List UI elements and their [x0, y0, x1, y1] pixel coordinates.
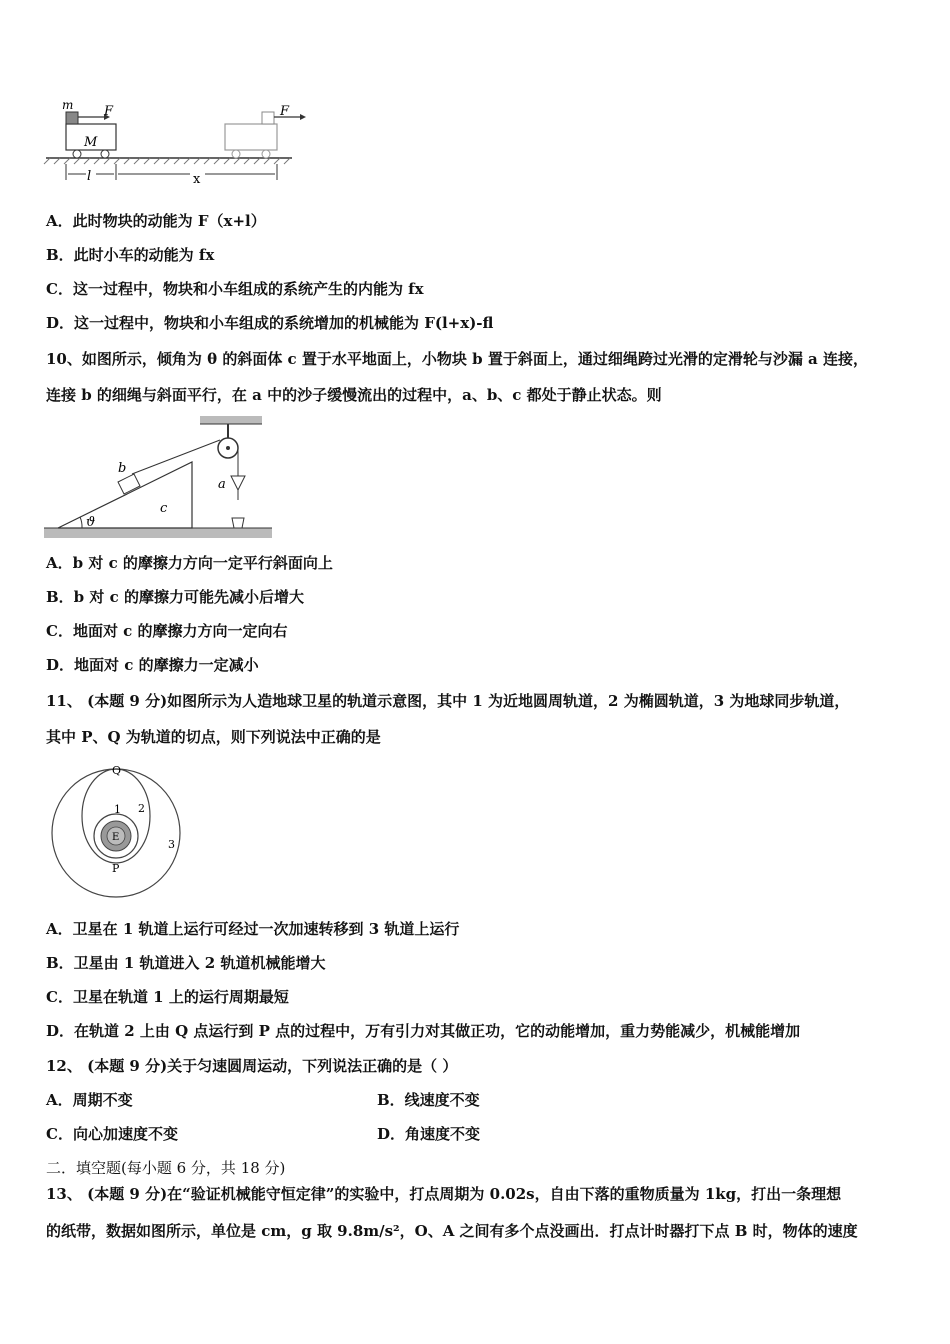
label-m: m — [62, 98, 74, 112]
q12-option-A: A．周期不变 — [46, 1091, 133, 1109]
q13-stem-line1: 13、 (本题 9 分)在“验证机械能守恒定律”的实验中，打点周期为 0.02s，自由下落的重物质量为 1kg，打出一条理想 — [46, 1185, 842, 1203]
q13-stem-line2: 的纸带，数据如图所示，单位是 cm，g 取 9.8m/s²，O、A 之间有多个点没画出．打点计时器打下点 B 时，物体的速度 — [46, 1222, 858, 1240]
incline-pulley-figure — [40, 412, 280, 544]
label-3: 3 — [168, 838, 175, 851]
q12-option-C: C．向心加速度不变 — [46, 1125, 178, 1143]
label-Q: Q — [112, 764, 122, 777]
label-b: b — [118, 461, 127, 476]
q11-stem-line1: 11、 (本题 9 分)如图所示为人造地球卫星的轨道示意图，其中 1 为近地圆周轨道，2 为椭圆轨道，3 为地球同步轨道， — [46, 692, 850, 710]
q10-option-D: D．地面对 c 的摩擦力一定减小 — [46, 656, 259, 674]
section-heading: 二．填空题(每小题 6 分，共 18 分) — [46, 1159, 286, 1177]
q9-option-C: C．这一过程中，物块和小车组成的系统产生的内能为 fx — [46, 280, 424, 298]
label-theta: ϑ — [86, 515, 96, 530]
q10-stem-line2: 连接 b 的细绳与斜面平行，在 a 中的沙子缓慢流出的过程中，a、b、c 都处于静止状态。则 — [46, 386, 662, 404]
q11-option-D: D．在轨道 2 上由 Q 点运行到 P 点的过程中，万有引力对其做正功，它的动能增加，重力势能减少，机械能增加 — [46, 1022, 801, 1040]
label-M: M — [84, 135, 98, 150]
q12-option-D: D．角速度不变 — [377, 1125, 481, 1143]
label-x: x — [193, 172, 201, 187]
label-E: E — [112, 832, 120, 843]
label-l: l — [87, 169, 92, 184]
q11-option-C: C．卫星在轨道 1 上的运行周期最短 — [46, 988, 289, 1006]
q10-option-B: B．b 对 c 的摩擦力可能先减小后增大 — [46, 588, 304, 606]
label-1: 1 — [114, 803, 121, 816]
label-F-1: F — [104, 104, 114, 119]
q11-stem-line2: 其中 P、Q 为轨道的切点，则下列说法中正确的是 — [46, 728, 381, 746]
q10-stem-line1: 10、如图所示，倾角为 θ 的斜面体 c 置于水平地面上，小物块 b 置于斜面上，通过细绳跨过光滑的定滑轮与沙漏 a 连接， — [46, 350, 869, 368]
cart-block-figure — [40, 96, 310, 188]
label-F-2: F — [280, 104, 290, 119]
q11-option-A: A．卫星在 1 轨道上运行可经过一次加速转移到 3 轨道上运行 — [46, 920, 460, 938]
label-a: a — [218, 477, 226, 492]
q9-option-A: A．此时物块的动能为 F（x+l） — [46, 212, 266, 230]
label-P: P — [112, 862, 120, 875]
label-2: 2 — [138, 802, 145, 815]
q10-option-A: A．b 对 c 的摩擦力方向一定平行斜面向上 — [46, 554, 333, 572]
q10-option-C: C．地面对 c 的摩擦力方向一定向右 — [46, 622, 288, 640]
q11-option-B: B．卫星由 1 轨道进入 2 轨道机械能增大 — [46, 954, 326, 972]
q12-stem: 12、 (本题 9 分)关于匀速圆周运动，下列说法正确的是（ ） — [46, 1057, 458, 1075]
q9-option-D: D．这一过程中，物块和小车组成的系统增加的机械能为 F(l+x)-fl — [46, 314, 494, 332]
orbit-figure — [48, 758, 198, 908]
q12-option-B: B．线速度不变 — [377, 1091, 480, 1109]
q9-option-B: B．此时小车的动能为 fx — [46, 246, 215, 264]
label-c: c — [160, 501, 168, 516]
